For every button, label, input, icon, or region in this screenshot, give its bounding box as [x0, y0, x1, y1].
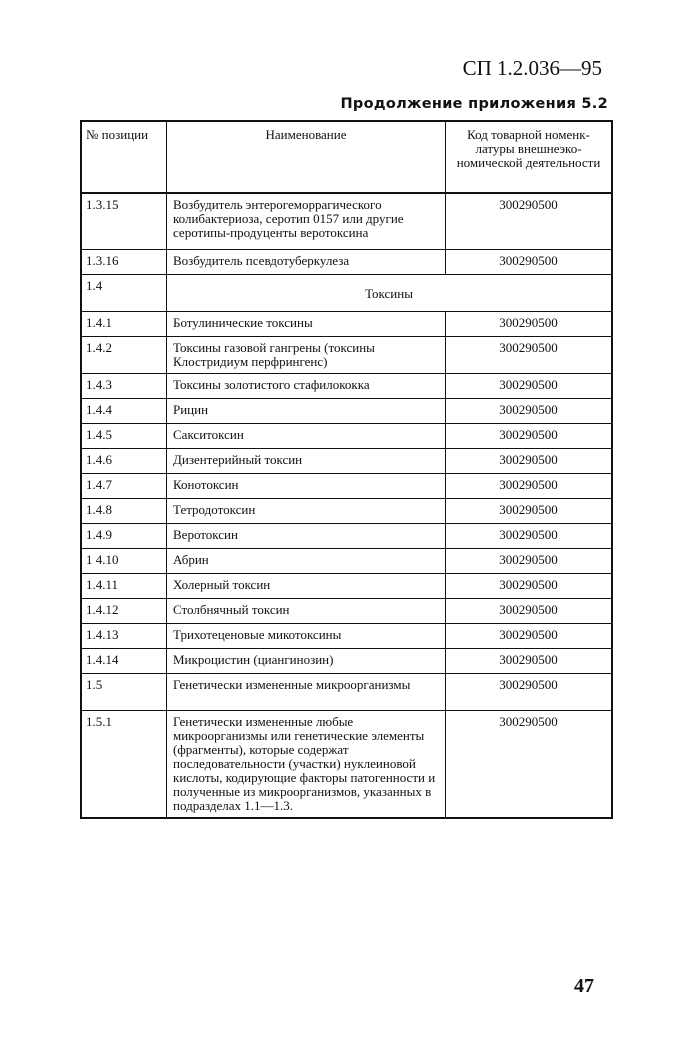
- code-cell: 300290500: [446, 498, 613, 523]
- name-cell: Абрин: [167, 548, 446, 573]
- page-number: 47: [574, 975, 594, 997]
- position-cell: 1.4.2: [81, 336, 167, 373]
- name-cell: Конотоксин: [167, 473, 446, 498]
- position-cell: 1.4.13: [81, 623, 167, 648]
- table-row: [81, 311, 612, 336]
- table-row: [81, 473, 612, 498]
- appendix-continuation-title: Продолжение приложения 5.2: [340, 96, 608, 112]
- name-cell: Столбнячный токсин: [167, 598, 446, 623]
- name-cell: Сакситоксин: [167, 423, 446, 448]
- name-cell: Возбудитель псевдотуберкулеза: [167, 249, 446, 274]
- code-cell: 300290500: [446, 623, 613, 648]
- table-row: [81, 648, 612, 673]
- name-cell: Ботулинические токсины: [167, 311, 446, 336]
- code-cell: 300290500: [446, 311, 613, 336]
- table-row: [81, 336, 612, 373]
- position-cell: 1.4.11: [81, 573, 167, 598]
- table-row: [81, 598, 612, 623]
- name-cell: Веротоксин: [167, 523, 446, 548]
- code-cell: 300290500: [446, 373, 613, 398]
- column-header-code: Код товарной номенк-латуры внешнеэко-номической деятельности: [446, 121, 613, 193]
- table-row: [81, 573, 612, 598]
- code-cell: 300290500: [446, 398, 613, 423]
- table-header-row: [81, 121, 612, 193]
- position-cell: 1.4.14: [81, 648, 167, 673]
- position-cell: 1.4.4: [81, 398, 167, 423]
- code-cell: 300290500: [446, 598, 613, 623]
- position-cell: 1.3.16: [81, 249, 167, 274]
- position-cell: 1.5: [81, 673, 167, 710]
- code-cell: 300290500: [446, 523, 613, 548]
- code-cell: 300290500: [446, 673, 613, 710]
- position-cell: 1.4: [81, 274, 167, 311]
- name-cell: Генетически измененные любые микроорганизмы или генетические элементы (фрагменты), которые содержат последовательности (участки) нуклеиновой кислоты, кодирующие факторы патогенности и полученные из микроорганизмов, указанных в подразделах 1.1—1.3.: [167, 710, 446, 818]
- document-code: СП 1.2.036—95: [462, 56, 602, 80]
- position-cell: 1.4.1: [81, 311, 167, 336]
- table-row: [81, 274, 612, 311]
- table-row: [81, 548, 612, 573]
- column-header-name: Наименование: [167, 121, 446, 193]
- code-cell: 300290500: [446, 336, 613, 373]
- position-cell: 1.4.8: [81, 498, 167, 523]
- position-cell: 1.4.6: [81, 448, 167, 473]
- position-cell: 1.4.7: [81, 473, 167, 498]
- table-row: [81, 398, 612, 423]
- table-row: [81, 623, 612, 648]
- group-heading-cell: Токсины: [167, 274, 613, 311]
- position-cell: 1.5.1: [81, 710, 167, 818]
- code-cell: 300290500: [446, 548, 613, 573]
- table-row: [81, 448, 612, 473]
- name-cell: Токсины газовой гангрены (токсины Клостридиум перфрингенс): [167, 336, 446, 373]
- table-row: [81, 193, 612, 249]
- name-cell: Трихотеценовые микотоксины: [167, 623, 446, 648]
- name-cell: Микроцистин (циангинозин): [167, 648, 446, 673]
- table-row: [81, 423, 612, 448]
- position-cell: 1.3.15: [81, 193, 167, 249]
- code-cell: 300290500: [446, 648, 613, 673]
- name-cell: Токсины золотистого стафилококка: [167, 373, 446, 398]
- table-row: [81, 373, 612, 398]
- position-cell: 1 4.10: [81, 548, 167, 573]
- name-cell: Генетически измененные микроорганизмы: [167, 673, 446, 710]
- table-row: [81, 710, 612, 818]
- substances-table: [80, 120, 613, 819]
- table-row: [81, 673, 612, 710]
- name-cell: Рицин: [167, 398, 446, 423]
- code-cell: 300290500: [446, 573, 613, 598]
- code-cell: 300290500: [446, 249, 613, 274]
- table-row: [81, 249, 612, 274]
- position-cell: 1.4.3: [81, 373, 167, 398]
- name-cell: Возбудитель энтерогеморрагического колибактериоза, серотип 0157 или другие серотипы-продуценты веротоксина: [167, 193, 446, 249]
- table-row: [81, 498, 612, 523]
- code-cell: 300290500: [446, 448, 613, 473]
- code-cell: 300290500: [446, 193, 613, 249]
- table-row: [81, 523, 612, 548]
- position-cell: 1.4.5: [81, 423, 167, 448]
- code-cell: 300290500: [446, 473, 613, 498]
- name-cell: Дизентерийный токсин: [167, 448, 446, 473]
- name-cell: Холерный токсин: [167, 573, 446, 598]
- column-header-position: № позиции: [81, 121, 167, 193]
- name-cell: Тетродотоксин: [167, 498, 446, 523]
- code-cell: 300290500: [446, 423, 613, 448]
- position-cell: 1.4.12: [81, 598, 167, 623]
- code-cell: 300290500: [446, 710, 613, 818]
- position-cell: 1.4.9: [81, 523, 167, 548]
